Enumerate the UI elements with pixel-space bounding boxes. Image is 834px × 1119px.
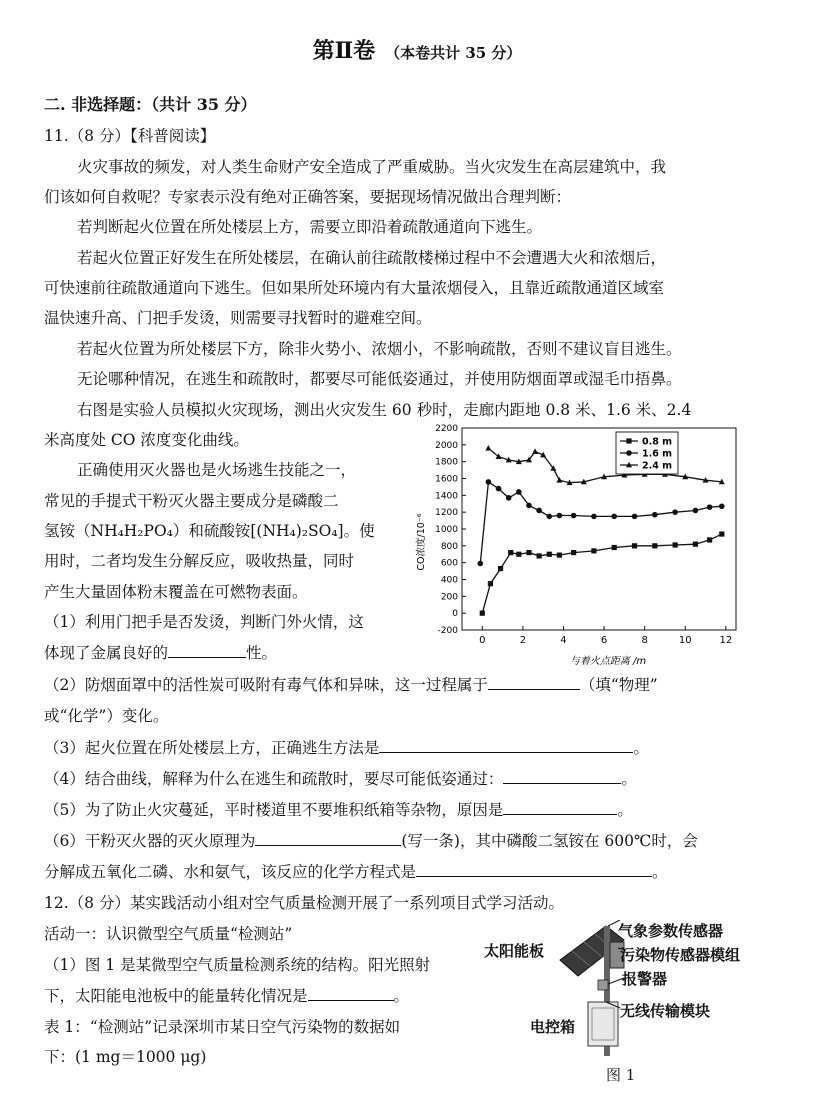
data-point-circle	[693, 508, 699, 514]
q11-s5	[44, 798, 633, 820]
figure1-illustration	[548, 920, 670, 1062]
q12-label: 12.（8 分）某实践活动小组对空气质量检测开展了一系列项目式学习活动。	[44, 894, 564, 912]
answer-blank-11-3[interactable]	[379, 738, 633, 753]
figure1-caption: 图 1	[606, 1066, 636, 1084]
data-point-square	[498, 566, 503, 571]
y-tick-label: 1600	[435, 474, 458, 485]
q11-p7b: 常见的手提式干粉灭火器主要成分是磷酸二	[44, 492, 339, 510]
data-point-square	[673, 542, 678, 547]
q11-p1a: 火灾事故的频发，对人类生命财产安全造成了严重威胁。当火灾发生在高层建筑中，我	[77, 158, 667, 176]
data-point-square	[526, 550, 531, 555]
fig1-label-pollutant: 污染物传感器模组	[620, 946, 741, 964]
y-tick-label: 0	[452, 609, 458, 620]
q11-s6b-pre: 分解成五氧化二磷、水和氨气，该反应的化学方程式是	[44, 863, 417, 881]
q11-s3-post: 。	[633, 739, 649, 757]
q11-s6-pre: （6）干粉灭火器的灭火原理为	[44, 832, 256, 850]
q11-s5-pre: （5）为了防止火灾蔓延，平时楼道里不要堆积纸箱等杂物，原因是	[44, 801, 504, 819]
q11-s5-post: 。	[617, 801, 633, 819]
y-tick-label: 600	[440, 558, 458, 569]
data-point-circle	[526, 503, 532, 509]
q12-s1a: （1）图 1 是某微型空气质量检测系统的结构。阳光照射	[44, 956, 431, 974]
data-point-square	[547, 552, 552, 557]
data-point-circle	[611, 514, 617, 520]
data-point-circle	[719, 503, 725, 509]
data-point-circle	[557, 513, 563, 519]
data-point-circle	[486, 479, 492, 485]
x-tick-label: 10	[678, 635, 692, 646]
series-2-4m	[485, 445, 724, 485]
q11-s1a: （1）利用门把手是否发烫，判断门外火情，这	[44, 613, 364, 631]
data-point-square	[693, 542, 698, 547]
y-tick-label: 1200	[435, 508, 458, 519]
data-point-circle	[632, 514, 638, 520]
q11-p6b: 米高度处 CO 浓度变化曲线。	[44, 431, 249, 449]
data-point-square	[557, 552, 562, 557]
q11-p3a: 若起火位置正好发生在所处楼层，在确认前往疏散楼梯过程中不会遭遇大火和浓烟后，	[77, 249, 667, 267]
data-point-square	[508, 550, 513, 555]
q11-s2	[44, 673, 658, 695]
title-text: 第Ⅱ卷	[312, 38, 376, 64]
x-tick-label: 2	[519, 635, 527, 646]
co-concentration-chart	[404, 420, 744, 670]
data-point-square	[488, 581, 493, 586]
q11-p3c: 温快速升高、门把手发烫，则需要寻找暂时的避难空间。	[44, 309, 432, 327]
section-heading: 二. 非选择题：（共计 35 分）	[44, 95, 257, 114]
q11-label: 11.（8 分）【科普阅读】	[44, 127, 216, 145]
chart-ticks	[435, 424, 732, 646]
x-axis-label: 与着火点距离 /m	[569, 656, 647, 667]
y-tick-label: 1400	[435, 491, 458, 502]
x-tick-label: 6	[600, 635, 608, 646]
title-score: （本卷共计 35 分）	[385, 44, 522, 62]
chart-legend	[616, 432, 678, 474]
q11-p7a: 正确使用灭火器也是火场逃生技能之一，	[77, 461, 357, 479]
page-title	[0, 34, 834, 65]
legend-label: 2.4 m	[642, 460, 673, 472]
data-point-circle	[506, 495, 512, 501]
data-point-square	[719, 531, 724, 536]
x-tick-label: 8	[641, 635, 648, 646]
q11-p6a: 右图是实验人员模拟火灾现场，测出火灾发生 60 秒时，走廊内距地 0.8 米、1.6 米、2.4	[77, 401, 692, 419]
q11-s6	[44, 829, 698, 851]
q11-s2b: 或“化学”）变化。	[44, 707, 169, 725]
q11-s1b-post: 性。	[246, 644, 278, 662]
data-point-circle	[546, 514, 552, 520]
answer-blank-11-1[interactable]	[168, 643, 246, 658]
y-tick-label: -200	[437, 626, 458, 636]
x-tick-label: 4	[560, 635, 567, 646]
data-point-circle	[626, 450, 632, 456]
q11-s4	[44, 767, 637, 789]
data-point-circle	[516, 489, 522, 495]
q11-p4: 若起火位置为所处楼层下方，除非火势小、浓烟小，不影响疏散，否则不建议盲目逃生。	[77, 340, 682, 358]
answer-blank-11-4[interactable]	[503, 769, 621, 784]
q11-s6-mid: (写一条)，其中磷酸二氢铵在 600℃时，会	[401, 832, 698, 850]
fig1-label-weather: 气象参数传感器	[618, 922, 724, 940]
q11-p7d: 用时，二者均发生分解反应，吸收热量，同时	[44, 552, 355, 570]
q12-act1: 活动一：认识微型空气质量“检测站”	[44, 925, 293, 943]
data-point-square	[632, 543, 637, 548]
legend-label: 1.6 m	[642, 448, 673, 460]
data-point-circle	[707, 504, 713, 510]
q11-s4-pre: （4）结合曲线，解释为什么在逃生和疏散时，要尽可能低姿通过：	[44, 770, 504, 788]
q12-s1b	[44, 984, 409, 1006]
data-point-circle	[571, 513, 577, 519]
x-tick-label: 12	[719, 635, 733, 646]
answer-blank-12-1[interactable]	[308, 986, 394, 1001]
data-point-square	[591, 548, 596, 553]
data-point-triangle	[485, 445, 491, 451]
answer-blank-11-6a[interactable]	[255, 831, 401, 846]
q11-p7e: 产生大量固体粉末覆盖在可燃物表面。	[44, 583, 308, 601]
data-point-square	[571, 550, 576, 555]
data-point-triangle	[556, 477, 562, 483]
data-point-square	[537, 553, 542, 558]
q11-p5: 无论哪种情况，在逃生和疏散时，都要尽可能低姿通过，并使用防烟面罩或湿毛巾捂鼻。	[77, 370, 682, 388]
data-point-square	[612, 545, 617, 550]
data-point-circle	[652, 512, 658, 518]
data-point-square	[480, 611, 485, 616]
q11-s1b	[44, 641, 277, 663]
q11-s3	[44, 736, 649, 758]
answer-blank-11-2[interactable]	[488, 675, 580, 690]
control-box-shape	[588, 1002, 618, 1046]
legend-label: 0.8 m	[642, 436, 673, 448]
fig1-label-control: 电控箱	[530, 1018, 576, 1036]
q11-p7c: 氢铵（NH₄H₂PO₄）和硫酸铵[(NH₄)₂SO₄]。使	[44, 522, 375, 540]
series-line	[482, 534, 722, 613]
q11-s2-pre: （2）防烟面罩中的活性炭可吸附有毒气体和异味，这一过程属于	[44, 676, 488, 694]
fig1-label-alarm: 报警器	[622, 970, 668, 988]
series-line	[480, 482, 722, 564]
data-point-circle	[477, 561, 483, 567]
q11-s6b-post: 。	[652, 863, 668, 881]
chart-series	[477, 445, 724, 616]
y-tick-label: 2200	[435, 424, 458, 434]
answer-blank-11-5[interactable]	[503, 800, 617, 815]
q11-p3b: 可快速前往疏散通道向下逃生。但如果所处环境内有大量浓烟侵入，且靠近疏散通道区域室	[44, 279, 665, 297]
answer-blank-11-6b[interactable]	[416, 862, 652, 877]
y-tick-label: 1800	[435, 457, 458, 468]
q12-t1a: 表 1：“检测站”记录深圳市某日空气污染物的数据如	[44, 1018, 401, 1036]
alarm-shape	[598, 980, 608, 990]
q11-p2: 若判断起火位置在所处楼层上方，需要立即沿着疏散通道向下逃生。	[77, 218, 543, 236]
y-axis-label: CO浓度/10⁻⁶	[416, 513, 427, 571]
q11-s6b	[44, 860, 668, 882]
data-point-square	[516, 552, 521, 557]
series-0-8m	[480, 531, 725, 615]
q11-p1b: 们该如何自救呢？专家表示没有绝对正确答案，要据现场情况做出合理判断：	[44, 188, 572, 206]
fig1-label-solar: 太阳能板	[484, 942, 545, 960]
y-tick-label: 400	[440, 575, 458, 586]
y-tick-label: 2000	[435, 440, 458, 451]
data-point-square	[652, 543, 657, 548]
q11-s4-post: 。	[621, 770, 637, 788]
data-point-square	[626, 438, 631, 443]
q12-t1b: 下：(1 mg＝1000 μg)	[44, 1048, 207, 1066]
fig1-label-wireless: 无线传输模块	[620, 1002, 711, 1020]
data-point-circle	[591, 514, 597, 520]
q11-s3-pre: （3）起火位置在所处楼层上方，正确逃生方法是	[44, 739, 380, 757]
data-point-triangle	[532, 448, 538, 454]
data-point-circle	[536, 508, 542, 514]
q11-s1b-pre: 体现了金属良好的	[44, 644, 169, 662]
y-tick-label: 800	[440, 541, 458, 552]
data-point-circle	[672, 509, 678, 515]
data-point-square	[707, 537, 712, 542]
x-tick-label: 0	[479, 635, 486, 646]
y-tick-label: 200	[440, 592, 458, 603]
q12-s1b-pre: 下，太阳能电池板中的能量转化情况是	[44, 987, 308, 1005]
q11-s2-post: （填“物理”	[579, 676, 658, 694]
y-tick-label: 1000	[435, 525, 458, 535]
q12-s1b-post: 。	[393, 987, 410, 1005]
data-point-circle	[496, 486, 502, 492]
